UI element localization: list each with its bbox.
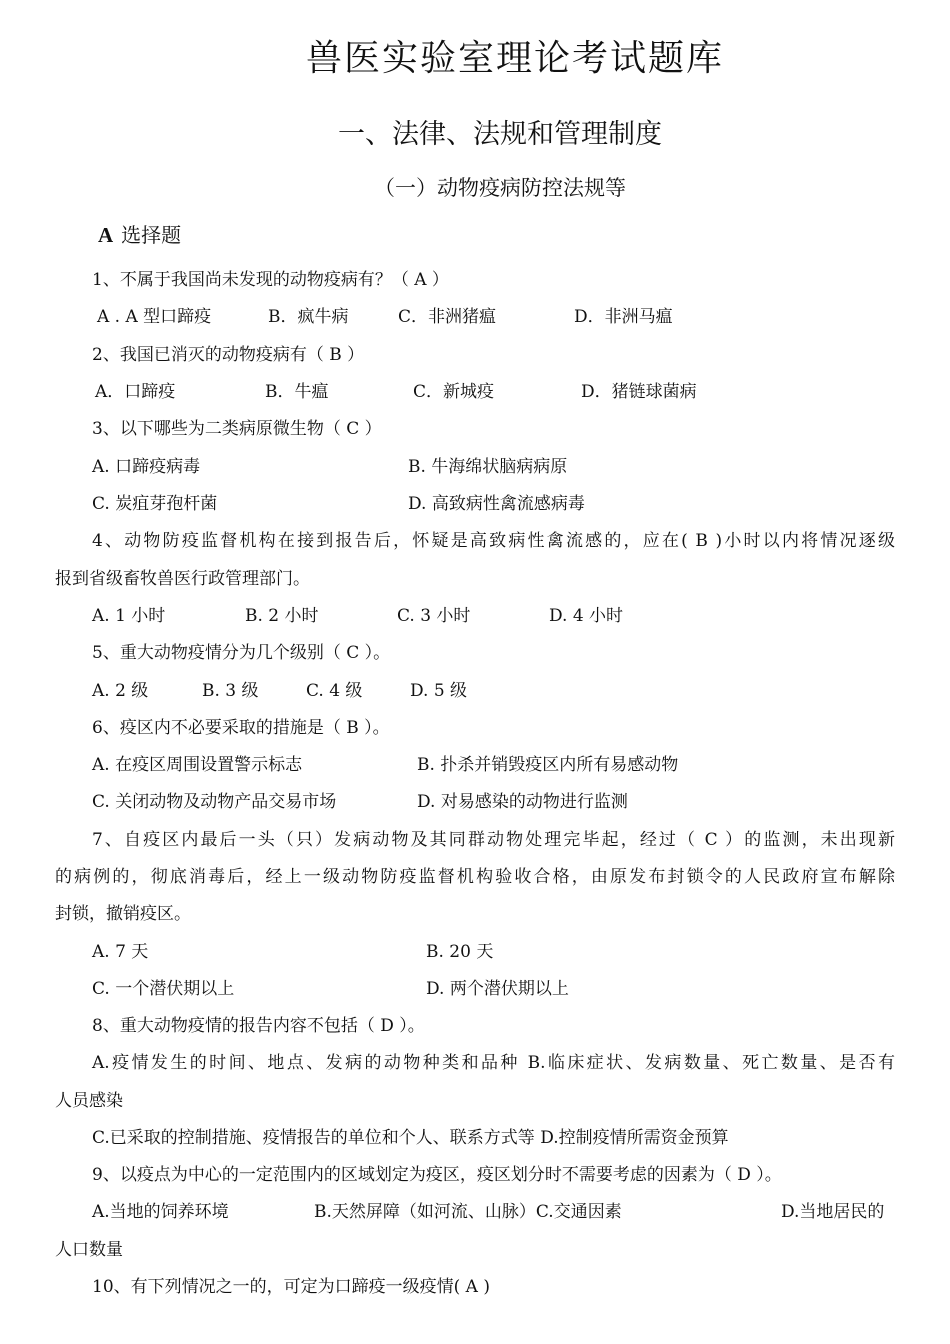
q6-option-d: D. 对易感染的动物进行监测: [417, 792, 628, 812]
section-heading: （一）动物疫病防控法规等: [374, 176, 626, 200]
q4-option-b: B. 2 小时: [245, 606, 319, 626]
page-title: 兽医实验室理论考试题库: [305, 38, 724, 79]
q3-option-c: C. 炭疽芽孢杆菌: [92, 494, 218, 514]
question-6: 6、疫区内不必要采取的措施是（ B ）。: [92, 718, 390, 738]
question-7-line-3: 封锁，撤销疫区。: [55, 904, 191, 924]
question-type-label: 选择题: [121, 223, 182, 247]
q5-option-c: C. 4 级: [306, 681, 363, 701]
question-4-line-2: 报到省级畜牧兽医行政管理部门。: [55, 569, 310, 589]
q5-option-a: A. 2 级: [92, 681, 149, 701]
q4-option-a: A. 1 小时: [92, 606, 166, 626]
question-8: 8、重大动物疫情的报告内容不包括（ D ）。: [92, 1016, 425, 1036]
question-type-letter: A: [98, 223, 114, 247]
q5-option-b: B. 3 级: [202, 681, 259, 701]
q9-option-d: D.当地居民的: [781, 1202, 885, 1222]
question-4-line-1: 4、动物防疫监督机构在接到报告后，怀疑是高致病性禽流感的，应在( B )小时以内将情况逐级: [92, 531, 895, 551]
q3-option-d: D. 高致病性禽流感病毒: [408, 494, 585, 514]
q7-option-c: C. 一个潜伏期以上: [92, 979, 235, 999]
question-type-heading: [98, 219, 181, 248]
chapter-heading: 一、法律、法规和管理制度: [338, 119, 662, 150]
q2-option-a: A．口蹄疫: [95, 382, 176, 402]
question-8-options-line-1: A.疫情发生的时间、地点、发病的动物种类和品种 B.临床症状、发病数量、死亡数量、是否有: [92, 1053, 895, 1073]
q9-option-b: B.天然屏障（如河流、山脉）C.交通因素: [314, 1202, 622, 1222]
q3-option-a: A. 口蹄疫病毒: [92, 457, 201, 477]
question-7-line-2: 的病例的，彻底消毒后，经上一级动物防疫监督机构验收合格，由原发布封锁令的人民政府宣布解除: [55, 867, 895, 887]
q3-option-b: B. 牛海绵状脑病病原: [408, 457, 568, 477]
question-8-options-line-2: 人员感染: [55, 1091, 123, 1111]
q2-option-b: B．牛瘟: [265, 382, 329, 402]
question-10: 10、有下列情况之一的，可定为口蹄疫一级疫情( A ): [92, 1277, 490, 1297]
q1-option-d: D．非洲马瘟: [574, 307, 673, 327]
question-3: 3、以下哪些为二类病原微生物（ C ）: [92, 419, 382, 439]
q9-option-a: A.当地的饲养环境: [92, 1202, 229, 1222]
q2-option-c: C．新城疫: [413, 382, 495, 402]
question-7-line-1: 7、自疫区内最后一头（只）发病动物及其同群动物处理完毕起，经过（ C ）的监测，未出现新: [92, 830, 895, 850]
question-8-options-line-3: C.已采取的控制措施、疫情报告的单位和个人、联系方式等 D.控制疫情所需资金预算: [92, 1128, 729, 1148]
question-5: 5、重大动物疫情分为几个级别（ C ）。: [92, 643, 391, 663]
q7-option-a: A. 7 天: [92, 942, 149, 962]
q1-option-a: A . A 型口蹄疫: [97, 307, 212, 327]
q7-option-b: B. 20 天: [426, 942, 494, 962]
q4-option-d: D. 4 小时: [549, 606, 624, 626]
q6-option-a: A. 在疫区周围设置警示标志: [92, 755, 303, 775]
q6-option-b: B. 扑杀并销毁疫区内所有易感动物: [417, 755, 679, 775]
question-9-line-2: 人口数量: [55, 1240, 123, 1260]
q6-option-c: C. 关闭动物及动物产品交易市场: [92, 792, 337, 812]
q7-option-d: D. 两个潜伏期以上: [426, 979, 569, 999]
q1-option-b: B．疯牛病: [268, 307, 349, 327]
q1-option-c: C．非洲猪瘟: [398, 307, 497, 327]
q5-option-d: D. 5 级: [410, 681, 468, 701]
question-1: 1、不属于我国尚未发现的动物疫病有？（ A ）: [92, 270, 449, 290]
q2-option-d: D．猪链球菌病: [581, 382, 697, 402]
question-9: 9、以疫点为中心的一定范围内的区域划定为疫区，疫区划分时不需要考虑的因素为（ D ）。: [92, 1165, 782, 1185]
question-2: 2、我国已消灭的动物疫病有（ B ）: [92, 345, 365, 365]
q4-option-c: C. 3 小时: [397, 606, 471, 626]
